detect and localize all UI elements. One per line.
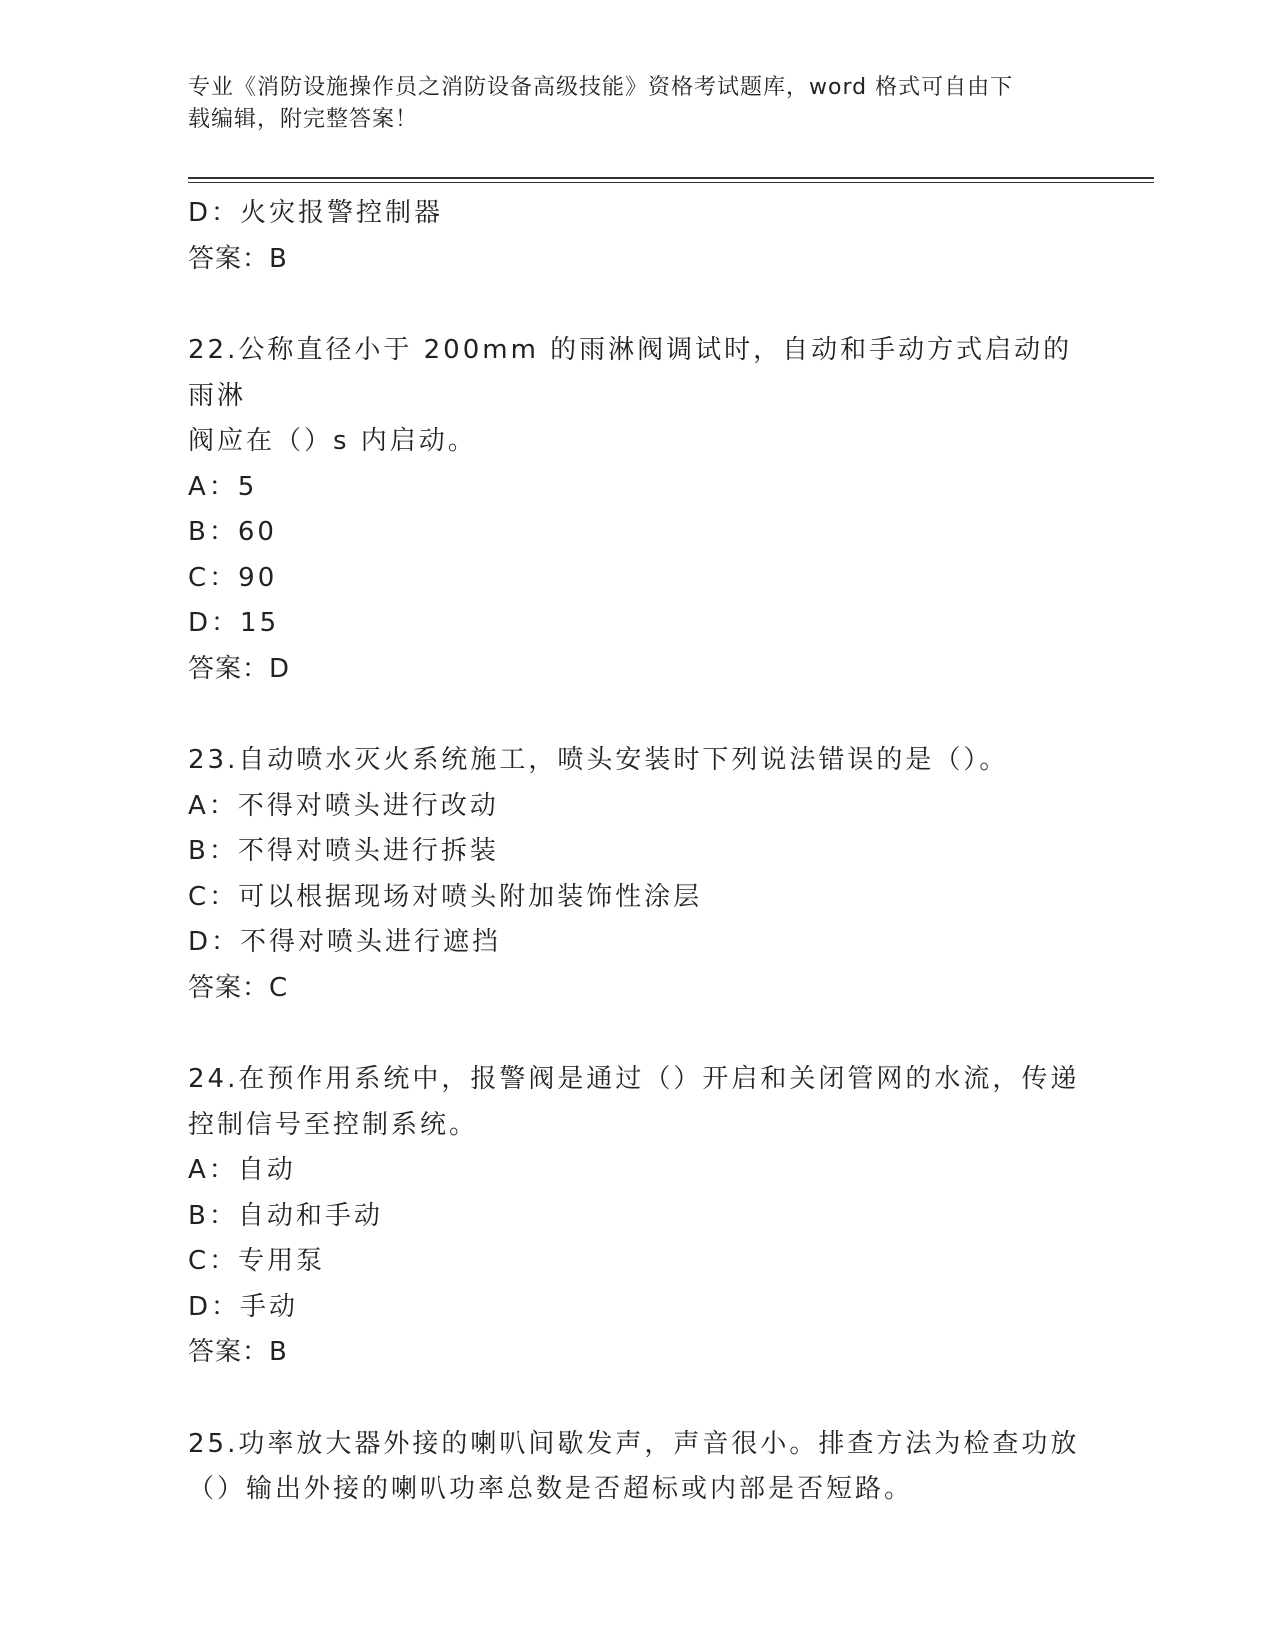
option-c: C：90	[188, 562, 278, 593]
document-header	[188, 72, 1068, 136]
header-rule-thick	[188, 177, 1154, 179]
option-b: B：不得对喷头进行拆装	[188, 836, 499, 866]
question-stem-cont: 阀应在（）s 内启动。	[188, 426, 477, 456]
question-25	[188, 1422, 1088, 1513]
option-d: D：手动	[188, 1291, 299, 1322]
option-a: A：自动	[188, 1155, 296, 1185]
header-rule-thin	[188, 182, 1154, 183]
answer-line: 答案：B	[188, 243, 288, 274]
previous-question-tail	[188, 191, 1088, 282]
question-stem-cont: （）输出外接的喇叭功率总数是否超标或内部是否短路。	[188, 1474, 914, 1504]
header-line-1: 专业《消防设施操作员之消防设备高级技能》资格考试题库，word 格式可自由下	[188, 75, 1014, 100]
option-c: C：可以根据现场对喷头附加装饰性涂层	[188, 881, 703, 912]
question-22	[188, 328, 1088, 692]
question-stem: 22.公称直径小于 200mm 的雨淋阀调试时，自动和手动方式启动的雨淋	[188, 335, 1073, 411]
header-line-2: 载编辑，附完整答案！	[188, 107, 419, 132]
option-d: D：不得对喷头进行遮挡	[188, 927, 502, 957]
question-23	[188, 738, 1088, 1011]
answer-line: 答案：C	[188, 972, 289, 1003]
question-24	[188, 1057, 1088, 1376]
answer-line: 答案：D	[188, 653, 291, 684]
question-stem: 25.功率放大器外接的喇叭间歇发声，声音很小。排查方法为检查功放	[188, 1428, 1080, 1459]
option-a: A：不得对喷头进行改动	[188, 790, 499, 821]
question-stem-cont: 控制信号至控制系统。	[188, 1109, 479, 1140]
option-b: B：自动和手动	[188, 1200, 383, 1231]
option-a: A：5	[188, 471, 258, 502]
option-d: D：火灾报警控制器	[188, 198, 444, 228]
question-stem: 23.自动喷水灭火系统施工，喷头安装时下列说法错误的是（）。	[188, 745, 1009, 775]
question-stem: 24.在预作用系统中，报警阀是通过（）开启和关闭管网的水流，传递	[188, 1064, 1080, 1094]
document-body	[188, 191, 1088, 1513]
option-c: C：专用泵	[188, 1246, 326, 1276]
answer-line: 答案：B	[188, 1337, 288, 1367]
option-d: D：15	[188, 608, 280, 638]
option-b: B：60	[188, 517, 277, 547]
